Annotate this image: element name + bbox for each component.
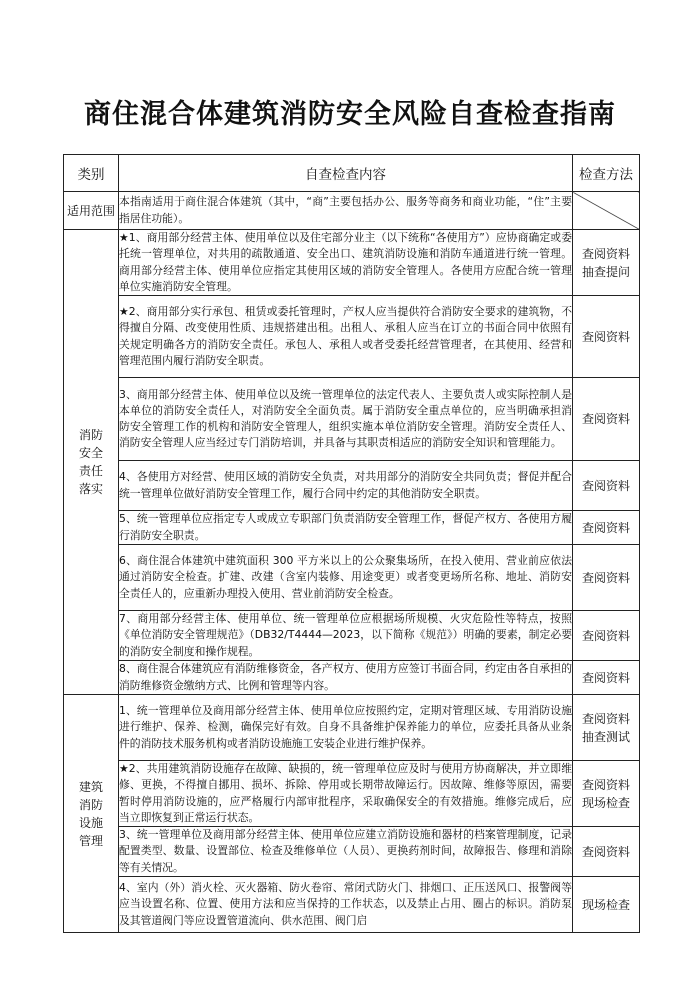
item-content: ★2、商用部分实行承包、租赁或委托管理时，产权人应当提供符合消防安全要求的建筑物，不得擅自分隔、改变使用性质、违规搭建出租。出租人、承租人应当在订立的书面合同中依照有关规定明确各方的消防安全责任。承包人、承租人或者受委托经营管理者，在其使用、经营和管理范围内履行消防安全职责。 bbox=[119, 296, 573, 378]
item-method: 查阅资料 bbox=[573, 378, 640, 461]
item-content: 6、商住混合体建筑中建筑面积 300 平方米以上的公众聚集场所，在投入使用、营业前应依法通过消防安全检查。扩建、改建（含室内装修、用途变更）或者变更场所名称、地址、消防安全责任人的，应重新办理投入使用、营业前消防安全检查。 bbox=[119, 545, 573, 611]
table-row bbox=[64, 461, 640, 511]
scope-content: 本指南适用于商住混合体建筑（其中，“商”主要包括办公、服务等商务和商业功能，“住”主要指居住功能）。 bbox=[119, 192, 573, 230]
item-content: 7、商用部分经营主体、使用单位、统一管理单位应根据场所规模、火灾危险性等特点，按照《单位消防安全管理规范》（DB32/T4444—2023，以下简称《规范》）明确的要素，制定必要的消防安全制度和操作规程。 bbox=[119, 611, 573, 661]
section-category: 消防安全责任落实 bbox=[64, 230, 119, 695]
table-row bbox=[64, 827, 640, 877]
item-content: 4、各使用方对经营、使用区域的消防安全负责，对共用部分的消防安全共同负责；督促并配合统一管理单位做好消防安全管理工作，履行合同中约定的其他消防安全职责。 bbox=[119, 461, 573, 511]
inspection-table bbox=[63, 154, 640, 933]
item-content: 4、室内（外）消火栓、灭火器箱、防火卷帘、常闭式防火门、排烟口、正压送风口、报警阀等应当设置名称、位置、使用方法和应当保持的工作状态，以及禁止占用、圈占的标识。消防泵及其管道阀门等应设置管道流向、供水范围、阀门启 bbox=[119, 877, 573, 933]
item-content: 5、统一管理单位应指定专人或成立专职部门负责消防安全管理工作，督促产权方、各使用方履行消防安全职责。 bbox=[119, 511, 573, 545]
item-method: 查阅资料 现场检查 bbox=[573, 761, 640, 827]
scope-method-empty bbox=[573, 192, 640, 230]
table-row bbox=[64, 296, 640, 378]
item-content: 8、商住混合体建筑应有消防维修资金，各产权方、使用方应签订书面合同，约定由各自承担的消防维修资金缴纳方式、比例和管理等内容。 bbox=[119, 661, 573, 695]
section-category: 建筑消防设施管理 bbox=[64, 695, 119, 933]
item-method: 查阅资料 bbox=[573, 296, 640, 378]
page-title: 商住混合体建筑消防安全风险自查检查指南 bbox=[84, 99, 616, 130]
item-method: 查阅资料 bbox=[573, 611, 640, 661]
item-method: 查阅资料 bbox=[573, 461, 640, 511]
item-method: 查阅资料 bbox=[573, 511, 640, 545]
table-row bbox=[64, 230, 640, 296]
table-row bbox=[64, 511, 640, 545]
header-method: 检查方法 bbox=[573, 155, 640, 192]
table-row bbox=[64, 695, 640, 761]
table-row bbox=[64, 661, 640, 695]
scope-category: 适用范围 bbox=[64, 192, 119, 230]
scope-row bbox=[64, 192, 640, 230]
item-content: ★2、共用建筑消防设施存在故障、缺损的，统一管理单位应及时与使用方协商解决，并立即维修、更换，不得擅自挪用、损坏、拆除、停用或长期带故障运行。因故障、维修等原因，需要暂时停用消防设施的，应严格履行内部审批程序，采取确保安全的有效措施。维修完成后，应当立即恢复到正常运行状态。 bbox=[119, 761, 573, 827]
item-content: 3、商用部分经营主体、使用单位以及统一管理单位的法定代表人、主要负责人或实际控制人是本单位的消防安全责任人，对消防安全全面负责。属于消防安全重点单位的，应当明确承担消防安全管理工作的机构和消防安全管理人，组织实施本单位消防安全管理。消防安全责任人、消防安全管理人应当经过专门消防培训，并具备与其职责相适应的消防安全知识和管理能力。 bbox=[119, 378, 573, 461]
item-method: 查阅资料 抽查测试 bbox=[573, 695, 640, 761]
item-method: 查阅资料 抽查提问 bbox=[573, 230, 640, 296]
item-content: 1、统一管理单位及商用部分经营主体、使用单位应按照约定，定期对管理区域、专用消防设施进行维护、保养、检测，确保完好有效。自身不具备维护保养能力的单位，应委托具备从业条件的消防技术服务机构或者消防设施施工安装企业进行维护保养。 bbox=[119, 695, 573, 761]
table-row bbox=[64, 378, 640, 461]
table-row bbox=[64, 611, 640, 661]
item-method: 现场检查 bbox=[573, 877, 640, 933]
item-method: 查阅资料 bbox=[573, 661, 640, 695]
item-method: 查阅资料 bbox=[573, 545, 640, 611]
item-content: ★1、商用部分经营主体、使用单位以及住宅部分业主（以下统称“各使用方”）应协商确定或委托统一管理单位，对共用的疏散通道、安全出口、建筑消防设施和消防车通道进行统一管理。商用部分经营主体、使用单位应指定其使用区域的消防安全管理人。各使用方应配合统一管理单位实施消防安全管理。 bbox=[119, 230, 573, 296]
header-category: 类别 bbox=[64, 155, 119, 192]
item-method: 查阅资料 bbox=[573, 827, 640, 877]
table-row bbox=[64, 545, 640, 611]
header-content: 自查检查内容 bbox=[119, 155, 573, 192]
table-row bbox=[64, 761, 640, 827]
table-row bbox=[64, 877, 640, 933]
table-header-row bbox=[64, 155, 640, 192]
item-content: 3、统一管理单位及商用部分经营主体、使用单位应建立消防设施和器材的档案管理制度，记录配置类型、数量、设置部位、检查及维修单位（人员）、更换药剂时间，故障报告、修理和消除等有关情况。 bbox=[119, 827, 573, 877]
